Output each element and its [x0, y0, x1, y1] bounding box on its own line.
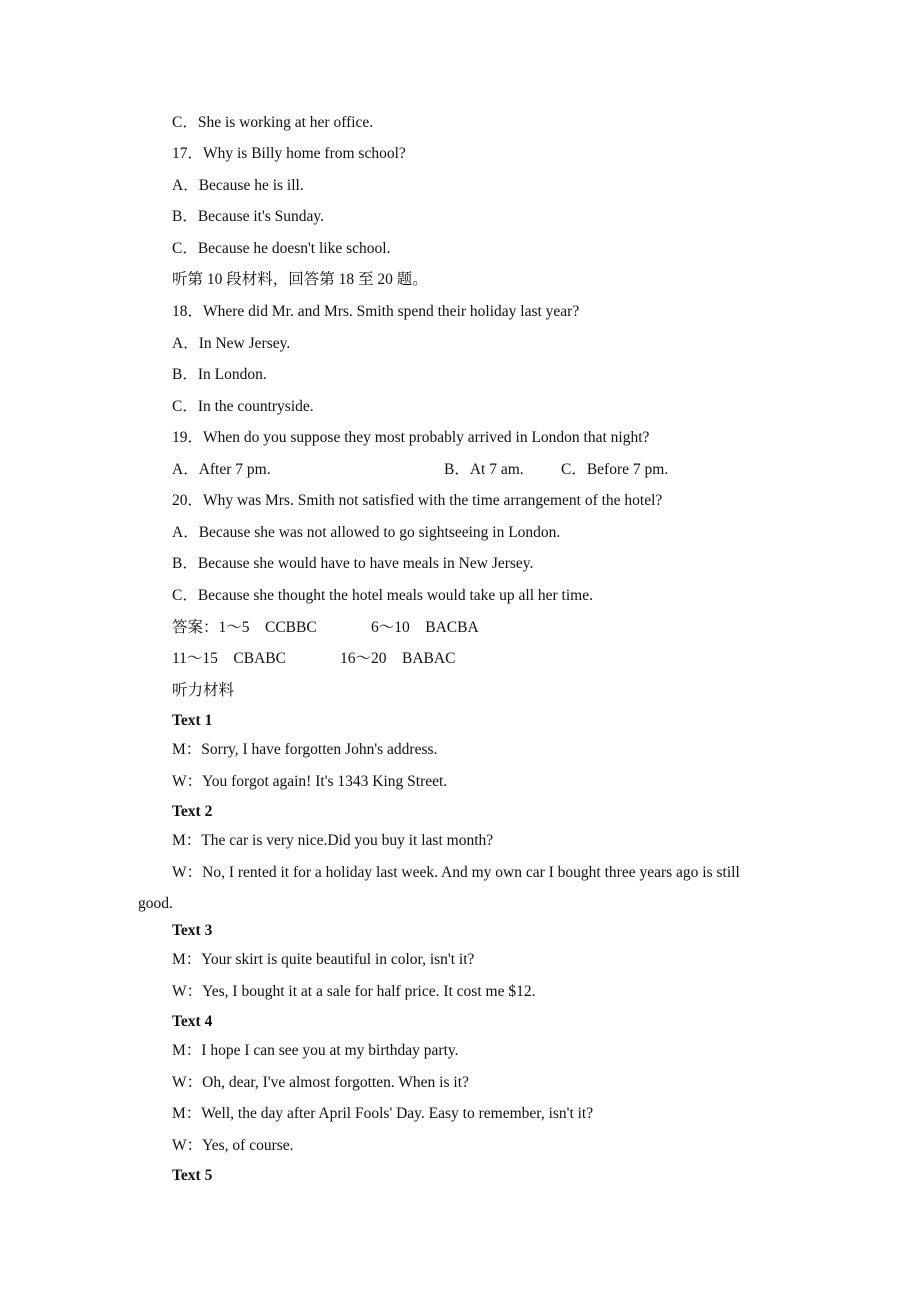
q20-question: 20．Why was Mrs. Smith not satisfied with the time arrangement of the hotel?: [172, 492, 663, 509]
q19-question: 19．When do you suppose they most probably arrived in London that night?: [172, 429, 650, 446]
q16-option-c: C．She is working at her office.: [172, 114, 374, 131]
section10-instruction: 听第 10 段材料，回答第 18 至 20 题。: [172, 271, 428, 288]
q17-option-a: A．Because he is ill.: [172, 177, 304, 194]
text4-woman-1: W：Oh, dear, I've almost forgotten. When is it?: [172, 1074, 469, 1091]
text5-title: Text 5: [172, 1167, 213, 1184]
q20-option-a: A．Because she was not allowed to go sightseeing in London.: [172, 524, 561, 541]
text1-woman: W：You forgot again! It's 1343 King Street.: [172, 773, 448, 790]
q18-question: 18．Where did Mr. and Mrs. Smith spend their holiday last year?: [172, 303, 580, 320]
text2-woman-line2: good.: [138, 895, 173, 912]
answers-11-15: 11～15 CBABC: [172, 650, 286, 667]
q19-option-c: C．Before 7 pm.: [561, 461, 669, 478]
text4-man-2: M：Well, the day after April Fools' Day. Easy to remember, isn't it?: [172, 1105, 594, 1122]
q18-option-a: A．In New Jersey.: [172, 335, 291, 352]
q18-option-b: B．In London.: [172, 366, 267, 383]
q18-option-c: C．In the countryside.: [172, 398, 314, 415]
text3-woman: W：Yes, I bought it at a sale for half price. It cost me $12.: [172, 983, 536, 1000]
answers-1-5: 答案：1～5 CCBBC: [172, 619, 317, 636]
q20-option-c: C．Because she thought the hotel meals would take up all her time.: [172, 587, 593, 604]
q17-option-b: B．Because it's Sunday.: [172, 208, 325, 225]
q17-option-c: C．Because he doesn't like school.: [172, 240, 391, 257]
text3-man: M：Your skirt is quite beautiful in color, isn't it?: [172, 951, 475, 968]
q17-question: 17．Why is Billy home from school?: [172, 145, 406, 162]
text4-man-1: M：I hope I can see you at my birthday party.: [172, 1042, 459, 1059]
q19-option-b: B．At 7 am.: [444, 461, 524, 478]
answers-6-10: 6～10 BACBA: [371, 619, 479, 636]
text2-title: Text 2: [172, 803, 213, 820]
text4-title: Text 4: [172, 1013, 213, 1030]
answers-16-20: 16～20 BABAC: [340, 650, 456, 667]
text2-man: M：The car is very nice.Did you buy it last month?: [172, 832, 494, 849]
listening-heading: 听力材料: [172, 682, 235, 699]
text1-title: Text 1: [172, 712, 213, 729]
text3-title: Text 3: [172, 922, 213, 939]
text2-woman-line1: W：No, I rented it for a holiday last week. And my own car I bought three years ago is still: [172, 864, 740, 881]
text4-woman-2: W：Yes, of course.: [172, 1137, 294, 1154]
q20-option-b: B．Because she would have to have meals in New Jersey.: [172, 555, 534, 572]
q19-option-a: A．After 7 pm.: [172, 461, 271, 478]
text1-man: M：Sorry, I have forgotten John's address.: [172, 741, 438, 758]
